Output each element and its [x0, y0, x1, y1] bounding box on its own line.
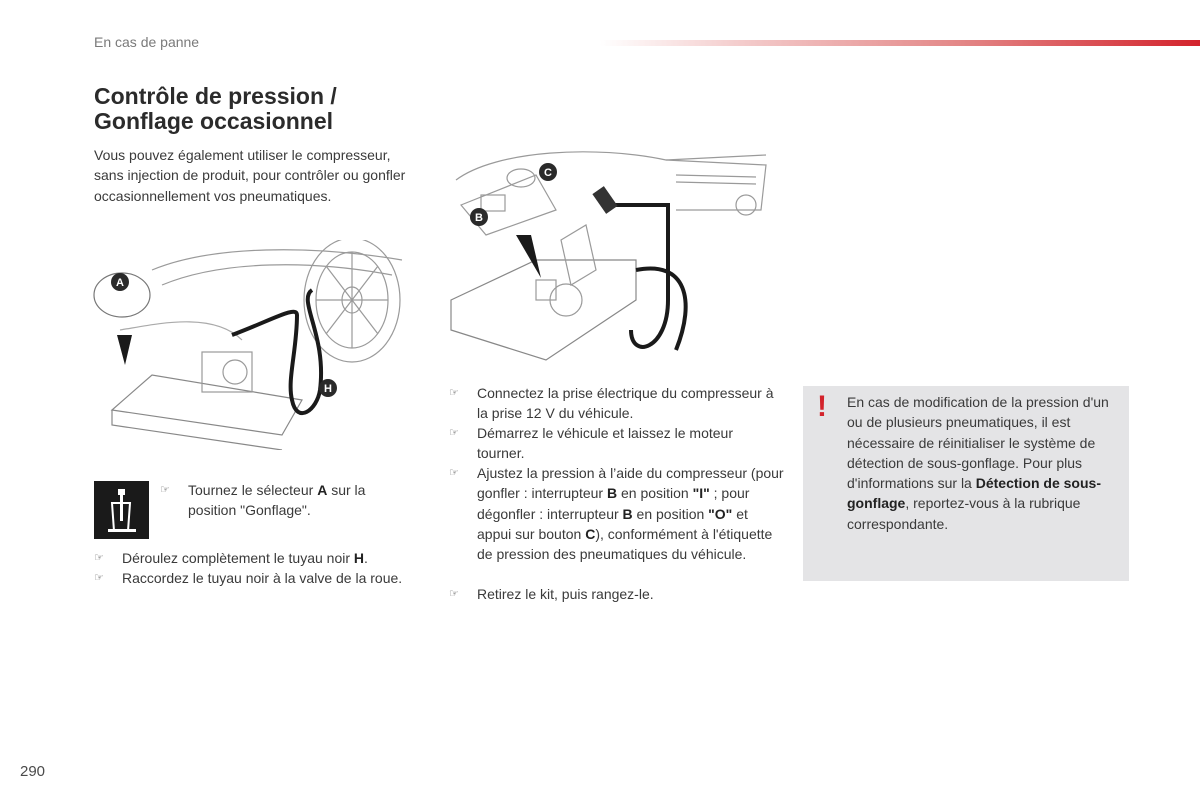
adjust-text-5: et appui sur bouton [477, 505, 748, 542]
pump-icon [94, 481, 149, 539]
section-header: En cas de panne [94, 34, 200, 50]
step-plug-in-text: Connectez la prise électrique du compresseur à la prise 12 V du véhicule. [477, 385, 774, 422]
step-selector [160, 480, 400, 521]
step-start-engine [449, 423, 784, 464]
adjust-key-b2: B [622, 505, 633, 522]
step-plug-in [449, 383, 784, 424]
step-adjust-pressure [449, 463, 784, 564]
compressor-controls-illustration [446, 150, 776, 370]
note-text-2: , reportez-vous à la rubrique correspondante. [847, 495, 1081, 532]
adjust-key-o: "O" [708, 505, 733, 522]
adjust-text-2: en position [617, 485, 693, 502]
intro-paragraph: Vous pouvez également utiliser le compresseur, sans injection de produit, pour contrôler ou gonfler occasionnellement vos pneumatiques. [94, 147, 406, 204]
hand-pointer-icon: ☞ [449, 467, 459, 479]
label-a: A [116, 277, 124, 289]
adjust-text-6: ), conformément à l'étiquette de pression des pneumatiques du véhicule. [477, 525, 773, 563]
warning-note [803, 386, 1129, 581]
step-store-kit-text: Retirez le kit, puis rangez-le. [477, 586, 654, 602]
adjust-text-4: en position [632, 505, 709, 522]
adjust-key-c: C [585, 525, 596, 542]
note-text-1: En cas de modification de la pression d'un ou de plusieurs pneumatiques, il est nécessaire de réinitialiser le système de détection de sous-gonflage. Pour plus d'informations sur la [847, 394, 1109, 492]
step-selector-text-2: sur la position "Gonflage". [188, 482, 366, 519]
step-store-kit [449, 584, 784, 604]
step-connect-valve-text: Raccordez le tuyau noir à la valve de la roue. [122, 570, 403, 586]
page-title-line-2: Gonflage occasionnel [94, 108, 333, 134]
step-selector-text-1: Tournez le sélecteur [188, 482, 318, 498]
step-unroll-text-2: . [364, 550, 368, 566]
hand-pointer-icon: ☞ [94, 552, 104, 564]
step-connect-valve [94, 568, 409, 588]
warning-exclamation-icon: ! [817, 390, 827, 423]
page-number: 290 [20, 763, 46, 780]
adjust-key-i: "I" [692, 485, 710, 502]
note-link-detection: Détection de sous-gonflage [847, 475, 1101, 512]
hand-pointer-icon: ☞ [449, 387, 459, 399]
step-selector-key-a: A [317, 482, 328, 498]
hand-pointer-icon: ☞ [449, 588, 459, 600]
page-title [94, 84, 424, 134]
label-h: H [324, 383, 332, 395]
compressor-wheel-illustration [92, 240, 422, 450]
step-start-engine-text: Démarrez le véhicule et laissez le moteur tourner. [477, 425, 733, 462]
hand-pointer-icon: ☞ [449, 427, 459, 439]
adjust-text-3: ; pour dégonfler : interrupteur [477, 485, 750, 522]
step-unroll-text-1: Déroulez complètement le tuyau noir [122, 550, 354, 566]
hand-pointer-icon: ☞ [94, 572, 104, 584]
label-c: C [544, 167, 552, 179]
adjust-key-b1: B [606, 485, 618, 502]
hand-pointer-icon: ☞ [160, 484, 170, 496]
label-b: B [475, 212, 483, 224]
adjust-text-1: Ajustez la pression à l’aide du compresseur (pour gonfler : interrupteur [477, 465, 784, 502]
header-accent-bar [600, 40, 1200, 46]
step-unroll-hose [94, 548, 409, 568]
step-unroll-key-h: H [353, 550, 365, 566]
page-title-line-1: Contrôle de pression / [94, 83, 337, 109]
